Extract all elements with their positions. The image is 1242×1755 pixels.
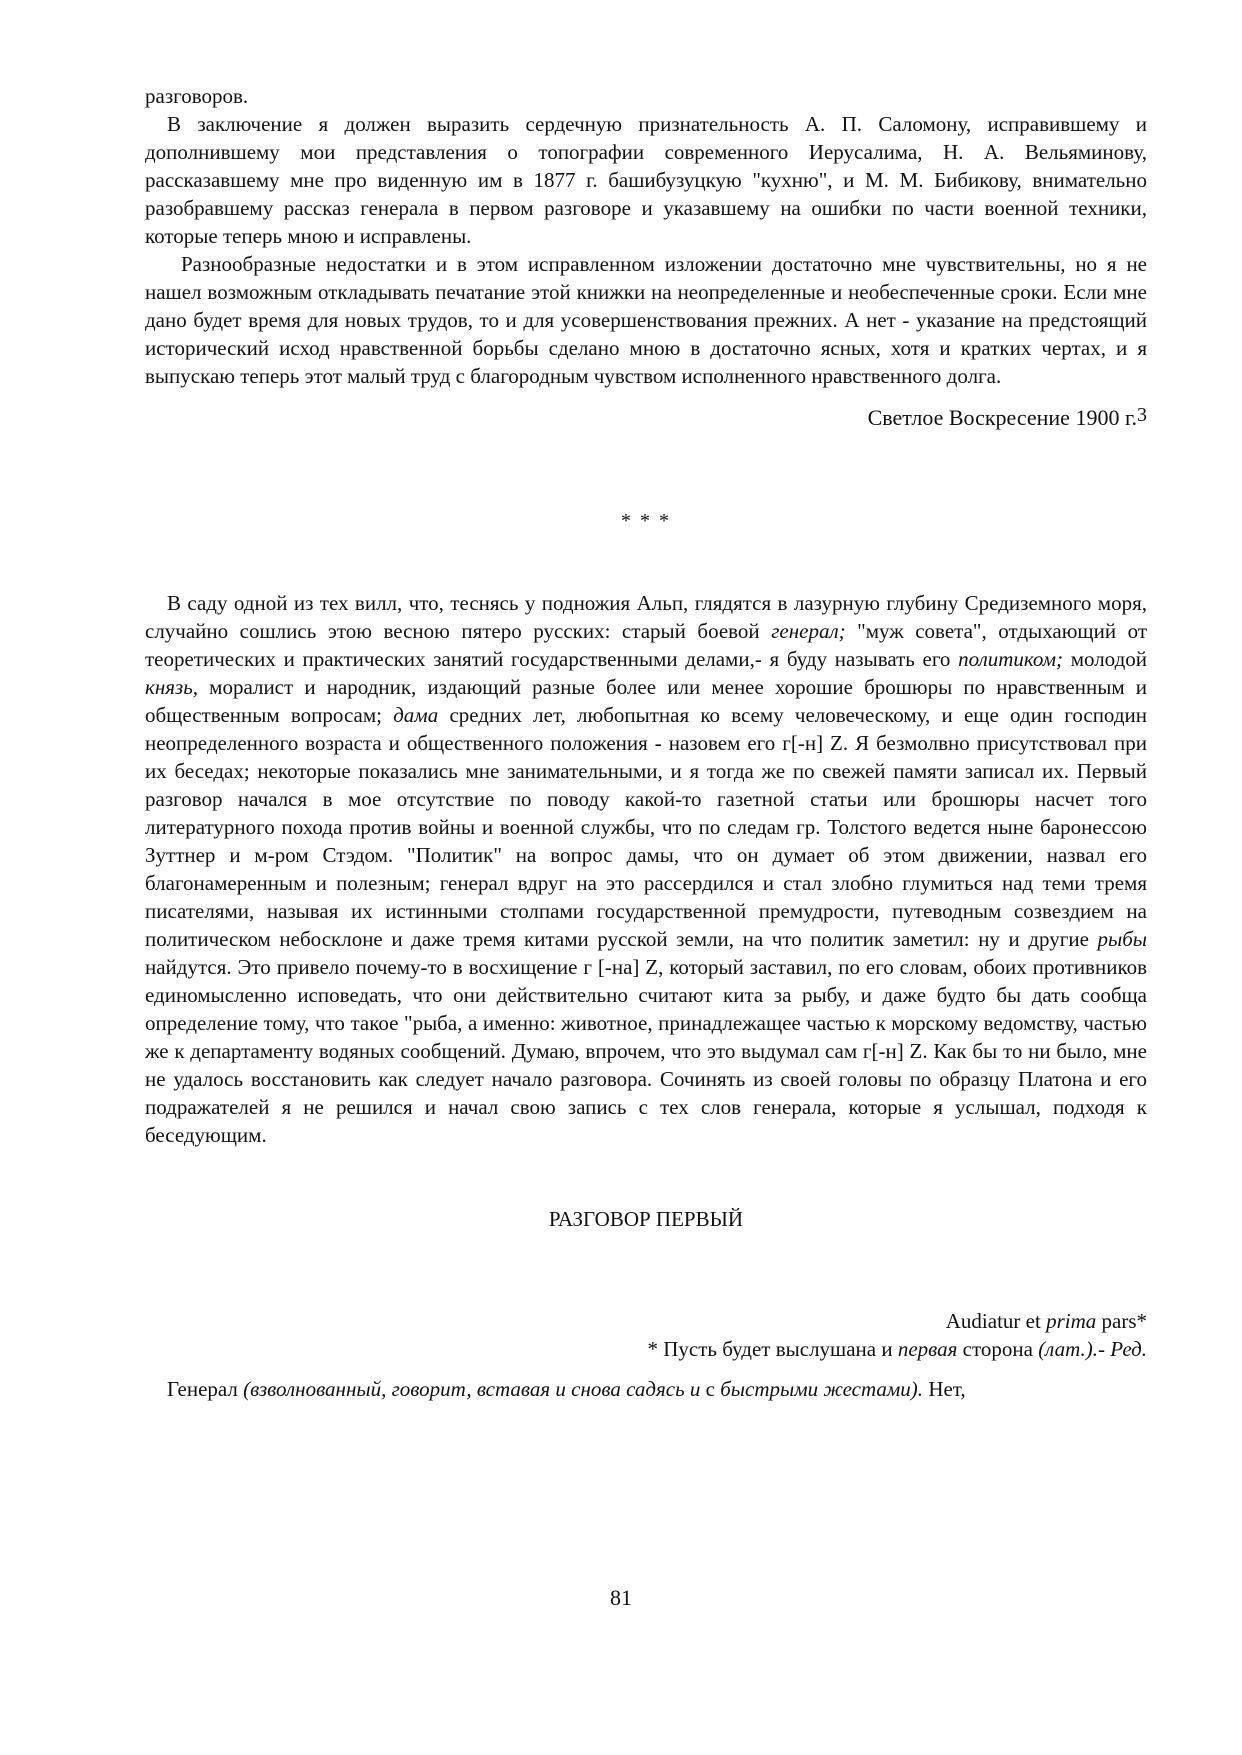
chapter-heading: РАЗГОВОР ПЕРВЫЙ: [548, 1207, 744, 1231]
epigraph-text: pars*: [1096, 1309, 1147, 1333]
epigraph-translation: [145, 1335, 1147, 1363]
epigraph-latin: [145, 1307, 1147, 1335]
page-number: 81: [610, 1585, 632, 1610]
translation-text: сторона: [957, 1337, 1039, 1361]
epigraph-text: Audiatur et: [945, 1309, 1047, 1333]
stage-direction: быстрыми жестами).: [720, 1377, 924, 1401]
narrative-text: средних лет, любопытная ко всему человеческому, и еще один господин неопределенного возраста и общественного положения - назовем его г[-н] Z. Я безмолвно присутствовал при их беседах; некоторые показались мне занимательными, и я тогда же по свежей памяти записал их. Первый разговор начался в мое отсутствие по поводу какой-то газетной статьи или брошюры насчет того литературного похода против войны и военной службы, что по следам гр. Толстого ведется ныне баронессою Зуттнер и м-ром Стэдом. "Политик" на вопрос дамы, что он думает об этом движении, назвал его благонамеренным и полезным; генерал вдруг на это рассердился и стал злобно глумиться над теми тремя писателями, называя их истинными столпами государственной премудрости, путеводным созвездием на политическом небосклоне и даже тремя китами русской земли, на что политик заметил: ну и другие: [145, 703, 1147, 951]
translation-text: * Пусть будет выслушана и: [647, 1337, 898, 1361]
footnote-marker: 3: [1137, 404, 1147, 426]
translation-italic: первая: [897, 1337, 958, 1361]
page-body: [145, 82, 1147, 1403]
general-speech-line: [145, 1375, 1147, 1403]
stage-connector: с: [700, 1377, 721, 1401]
intro-continuation: разговоров.: [145, 84, 249, 108]
stage-direction: (взволнованный, говорит, вставая и снова садясь и: [243, 1377, 701, 1401]
italic-term: князь,: [145, 675, 199, 699]
acknowledgement-paragraph: В заключение я должен выразить сердечную признательность А. П. Саломону, исправившему и дополнившему мои представления о топографии современного Иерусалима, Н. А. Вельяминову, рассказавшему мне про виденную им в 1877 г. башибузуцкую "кухню", и М. М. Бибикову, внимательно разобравшему рассказ генерала в первом разговоре и указавшему на ошибки по части военной техники, которые теперь мною и исправлены.: [145, 112, 1147, 248]
narrative-text: "муж совета", отдыхающий от теоретических и практических занятий государственными делами,- я буду называть его: [145, 619, 1147, 671]
narrative-paragraph: [145, 589, 1147, 1149]
narrative-text: найдутся. Это привело почему-то в восхищение г [-на] Z, который заставил, по его словам, обоих противников единомысленно исповедать, что они действительно считают кита за рыбу, и даже будто бы дать сообща определение тому, что такое "рыба, а именно: животное, принадлежащее частью к морскому ведомству, частью же к департаменту водяных сообщений. Думаю, впрочем, что это выдумал сам г[-н] Z. Как бы то ни было, мне не удалось восстановить как следует начало разговора. Сочинять из своей головы по образцу Платона и его подражателей я не решился и начал свою запись с тех слов генерала, которые я услышал, подходя к беседующим.: [145, 955, 1147, 1147]
shortcomings-paragraph: Разнообразные недостатки и в этом исправленном изложении достаточно мне чувствительны, но я не нашел возможным откладывать печатание этой книжки на неопределенные и необеспеченные сроки. Если мне дано будет время для новых трудов, то и для усовершенствования прежних. А нет - указание на предстоящий исторический исход нравственной борьбы сделано мною в достаточно ясных, хотя и кратких чертах, и я выпускаю теперь этот малый труд с благородным чувством исполненного нравственного долга.: [145, 252, 1147, 388]
narrative-text: В саду одной из тех вилл, что, теснясь у подножия Альп, глядятся в лазурную глубину Средиземного моря, случайно сошлись этою весною пятеро русских: старый боевой: [145, 591, 1147, 643]
translation-editor-note: (лат.).- Ред.: [1038, 1337, 1147, 1361]
section-separator: * * *: [621, 510, 671, 532]
italic-term: дама: [393, 703, 439, 727]
signature-line: [145, 404, 1147, 433]
italic-term: генерал;: [771, 619, 846, 643]
italic-term: рыбы: [1097, 927, 1147, 951]
italic-term: политиком;: [958, 647, 1064, 671]
narrative-text: моралист и народник, издающий разные более или менее хорошие брошюры по нравственным и общественным вопросам;: [145, 675, 1147, 727]
signature-text: Светлое Воскресение 1900 г.: [867, 405, 1137, 430]
epigraph-italic: prima: [1046, 1309, 1097, 1333]
speaker-name: Генерал: [167, 1377, 244, 1401]
speech-text: Нет,: [923, 1377, 966, 1401]
narrative-text: молодой: [1063, 647, 1148, 671]
